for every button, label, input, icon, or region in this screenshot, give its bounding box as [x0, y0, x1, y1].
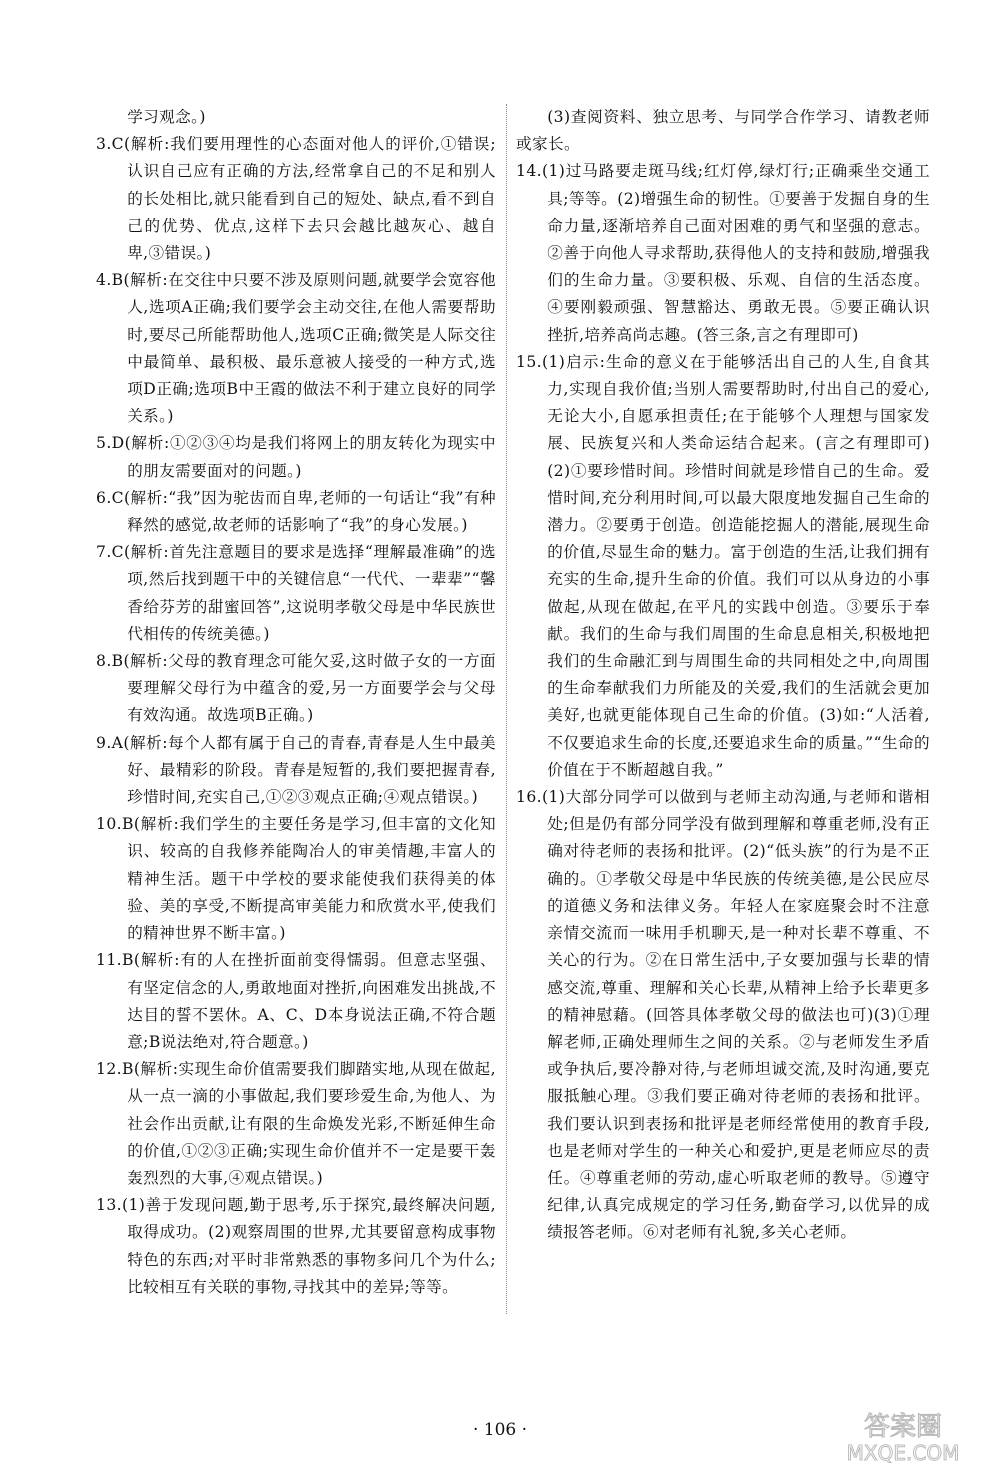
answer-10: 10.B(解析:我们学生的主要任务是学习,但丰富的文化知识、较高的自我修养能陶冶人的审美情趣,丰富人的精神生活。题干中学校的要求能使我们获得美的体验、美的享受,不断提高审美能力和欣赏水平,使我们的精神世界不断丰富。) [96, 815, 496, 943]
page-number: · 106 · [472, 1420, 528, 1440]
answer-8: 8.B(解析:父母的教育理念可能欠妥,这时做子女的一方面要理解父母行为中蕴含的爱,另一方面要学会与父母有效沟通。故选项B正确。) [96, 652, 496, 725]
answer-14: 14.(1)过马路要走斑马线;红灯停,绿灯行;正确乘坐交通工具;等等。(2)增强生命的韧性。①要善于发掘自身的生命力量,逐渐培养自己面对困难的勇气和坚强的意志。②善于向他人寻求帮助,获得他人的支持和鼓励,增强我们的生命力量。③要积极、乐观、自信的生活态度。④要刚毅顽强、智慧豁达、勇敢无畏。⑤要正确认识挫折,培养高尚志趣。(答三条,言之有理即可) [516, 162, 930, 344]
answer-9: 9.A(解析:每个人都有属于自己的青春,青春是人生中最美好、最精彩的阶段。青春是短暂的,我们要把握青春,珍惜时间,充实自己,①②③观点正确;④观点错误。) [96, 733, 496, 807]
right-column [516, 104, 930, 1247]
left-column [96, 104, 496, 1301]
svg-text:答案圈: 答案圈 [863, 1412, 943, 1442]
answer-7: 7.C(解析:首先注意题目的要求是选择“理解最准确”的选项,然后找到题干中的关键信息“一代代、一辈辈”“馨香给芬芳的甜蜜回答”,这说明孝敬父母是中华民族世代相传的传统美德。) [96, 543, 496, 643]
answer-6: 6.C(解析:“我”因为驼齿而自卑,老师的一句话让“我”有种释然的感觉,故老师的话影响了“我”的身心发展。) [96, 488, 496, 535]
answer-11: 11.B(解析:有的人在挫折面前变得懦弱。但意志坚强、有坚定信念的人,勇敢地面对挫折,向困难发出挑战,不达目的誓不罢休。A、C、D本身说法正确,不符合题意;B说法绝对,符合题意。) [96, 951, 496, 1051]
answer-13: 13.(1)善于发现问题,勤于思考,乐于探究,最终解决问题,取得成功。(2)观察周围的世界,尤其要留意构成事物特色的东西;对平时非常熟悉的事物多问几个为什么;比较相互有关联的事物,寻找其中的差异;等等。 [96, 1196, 496, 1296]
answer-12: 12.B(解析:实现生命价值需要我们脚踏实地,从现在做起,从一点一滴的小事做起,我们要珍爱生命,为他人、为社会作出贡献,让有限的生命焕发光彩,不断延伸生命的价值,①②③正确;实现生命价值并不一定是要干轰轰烈烈的大事,④观点错误。) [96, 1060, 496, 1187]
answer-4: 4.B(解析:在交往中只要不涉及原则问题,就要学会宽容他人,选项A正确;我们要学会主动交往,在他人需要帮助时,要尽己所能帮助他人,选项C正确;微笑是人际交往中最简单、最积极、最乐意被人接受的一种方式,选项D正确;选项B中王霞的做法不利于建立良好的同学关系。) [96, 271, 496, 426]
column-divider [506, 104, 507, 1314]
answer-16: 16.(1)大部分同学可以做到与老师主动沟通,与老师和谐相处;但是仍有部分同学没有做到理解和尊重老师,没有正确对待老师的表扬和批评。(2)“低头族”的行为是不正确的。①孝敬父母是中华民族的传统美德,是公民应尽的道德义务和法律义务。年轻人在家庭聚会时不注意亲情交流而一味用手机聊天,是一种对长辈不尊重、不关心的行为。②在日常生活中,子女要加强与长辈的情感交流,尊重、理解和关心长辈,从精神上给予长辈更多的精神慰藉。(回答具体孝敬父母的做法也可)(3)①理解老师,正确处理师生之间的关系。②与老师发生矛盾或争执后,要冷静对待,与老师坦诚交流,及时沟通,要克服抵触心理。③我们要正确对待老师的表扬和批评。我们要认识到表扬和批评是老师经常使用的教育手段,也是老师对学生的一种关心和爱护,更是老师应尽的责任。④尊重老师的劳动,虚心听取老师的教导。⑤遵守纪律,认真完成规定的学习任务,勤奋学习,以优异的成绩报答老师。⑥对老师有礼貌,多关心老师。 [516, 788, 930, 1242]
svg-text:MXQE.COM: MXQE.COM [846, 1441, 960, 1465]
answer-13-continued: (3)查阅资料、独立思考、与同学合作学习、请教老师或家长。 [516, 108, 930, 154]
prev-answer-tail: 学习观念。) [127, 108, 206, 126]
watermark-logo [828, 1405, 978, 1465]
answer-5: 5.D(解析:①②③④均是我们将网上的朋友转化为现实中的朋友需要面对的问题。) [96, 434, 496, 480]
answer-3: 3.C(解析:我们要用理性的心态面对他人的评价,①错误;认识自己应有正确的方法,经常拿自己的不足和别人的长处相比,就只能看到自己的短处、缺点,看不到自己的优势、优点,这样下去只会越比越灰心、越自卑,③错误。) [96, 135, 496, 263]
answer-15: 15.(1)启示:生命的意义在于能够活出自己的人生,自食其力,实现自我价值;当别人需要帮助时,付出自己的爱心,无论大小,自愿承担责任;在于能够个人理想与国家发展、民族复兴和人类命运结合起来。(言之有理即可)(2)①要珍惜时间。珍惜时间就是珍惜自己的生命。爱惜时间,充分利用时间,可以最大限度地发掘自己生命的潜力。②要勇于创造。创造能挖掘人的潜能,展现生命的价值,尽显生命的魅力。富于创造的生活,让我们拥有充实的生命,提升生命的价值。我们可以从身边的小事做起,从现在做起,在平凡的实践中创造。③要乐于奉献。我们的生命与我们周围的生命息息相关,积极地把我们的生命融汇到与周围生命的共同相处之中,向周围的生命奉献我们力所能及的关爱,我们的生活就会更加美好,也就更能体现自己生命的价值。(3)如:“人活着,不仅要追求生命的长度,还要追求生命的质量。”“生命的价值在于不断超越自我。” [516, 352, 930, 779]
